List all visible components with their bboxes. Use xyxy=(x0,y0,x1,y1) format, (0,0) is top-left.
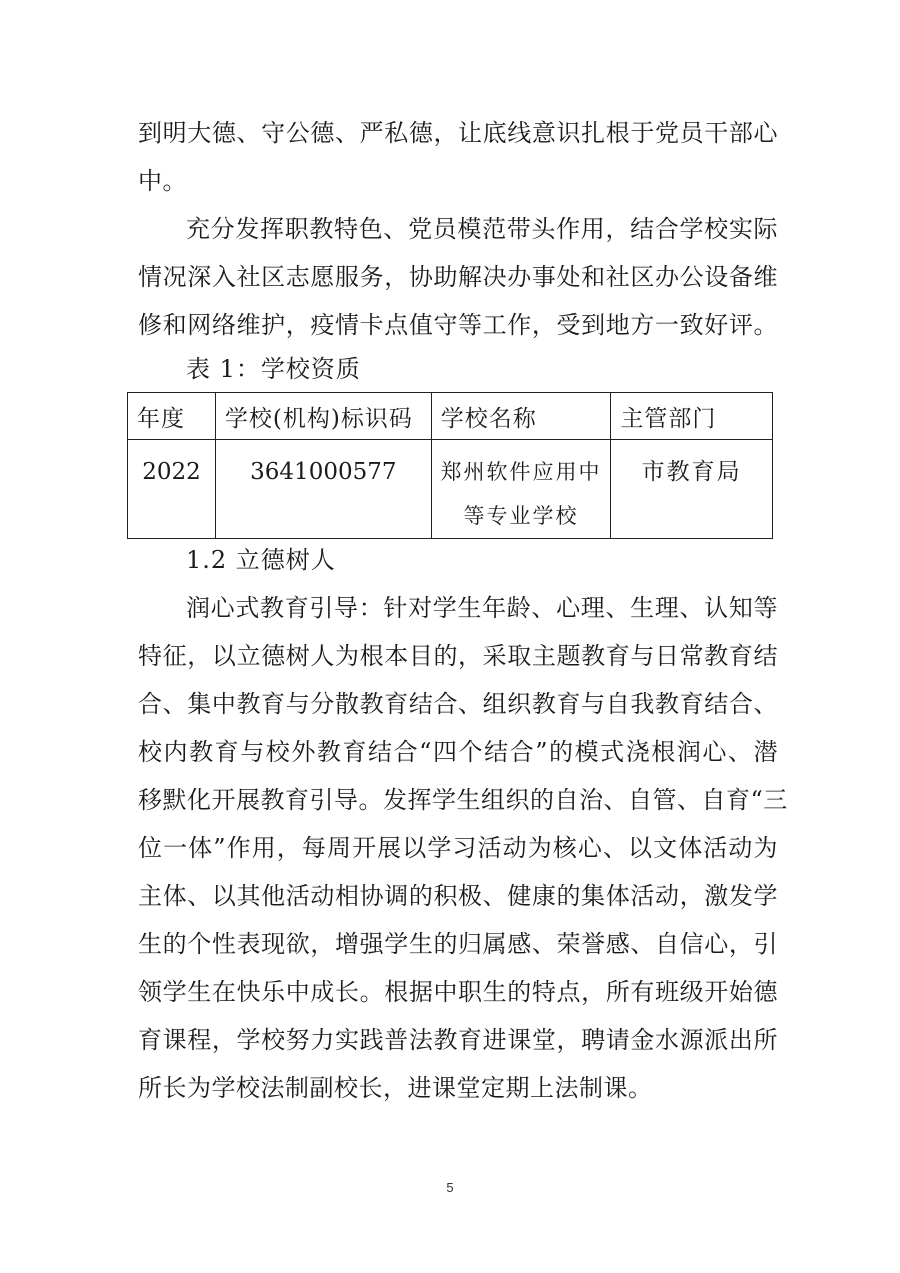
header-year: 年度 xyxy=(128,393,216,440)
school-qualification-table xyxy=(127,392,773,539)
paragraph-line: 所长为学校法制副校长，进课堂定期上法制课。 xyxy=(138,1074,653,1102)
page-number: 5 xyxy=(446,1180,454,1195)
school-code-value: 3641000577 xyxy=(250,459,397,485)
table-row xyxy=(128,440,773,539)
cell-school-name xyxy=(431,440,611,539)
cell-school-code xyxy=(215,440,431,539)
paragraph-line: 特征，以立德树人为根本目的，采取主题教育与日常教育结 xyxy=(138,642,778,670)
header-department: 主管部门 xyxy=(611,393,773,440)
cell-department xyxy=(611,440,773,539)
paragraph-line: 移默化开展教育引导。发挥学生组织的自治、自管、自育“三 xyxy=(138,786,788,814)
paragraph-line: 生的个性表现欲，增强学生的归属感、荣誉感、自信心，引 xyxy=(138,930,778,958)
paragraph-line: 情况深入社区志愿服务，协助解决办事处和社区办公设备维 xyxy=(138,263,778,291)
section-heading: 1.2 立德树人 xyxy=(186,546,336,574)
paragraph-line: 主体、以其他活动相协调的积极、健康的集体活动，激发学 xyxy=(138,882,778,910)
year-value: 2022 xyxy=(142,459,201,485)
table-caption: 表 1：学校资质 xyxy=(186,355,361,383)
school-name-line1: 郑州软件应用中 xyxy=(440,460,602,484)
school-name-value xyxy=(432,440,611,538)
paragraph-line: 到明大德、守公德、严私德，让底线意识扎根于党员干部心 xyxy=(138,119,778,147)
paragraph-line: 位一体”作用，每周开展以学习活动为核心、以文体活动为 xyxy=(138,834,778,862)
table-header-row xyxy=(128,393,773,440)
paragraph-line: 修和网络维护，疫情卡点值守等工作，受到地方一致好评。 xyxy=(138,311,778,339)
cell-year xyxy=(128,440,216,539)
paragraph-line: 领学生在快乐中成长。根据中职生的特点，所有班级开始德 xyxy=(138,978,778,1006)
paragraph-line: 中。 xyxy=(138,167,187,195)
paragraph-line: 校内教育与校外教育结合“四个结合”的模式浇根润心、潜 xyxy=(138,738,778,766)
paragraph-line: 润心式教育引导：针对学生年龄、心理、生理、认知等 xyxy=(186,594,778,622)
school-name-line2: 等专业学校 xyxy=(463,504,579,528)
department-value: 市教育局 xyxy=(641,459,742,485)
paragraph-line: 合、集中教育与分散教育结合、组织教育与自我教育结合、 xyxy=(138,690,778,718)
paragraph-line: 充分发挥职教特色、党员模范带头作用，结合学校实际 xyxy=(186,215,778,243)
header-school-name: 学校名称 xyxy=(431,393,611,440)
header-school-code: 学校(机构)标识码 xyxy=(215,393,431,440)
paragraph-line: 育课程，学校努力实践普法教育进课堂，聘请金水源派出所 xyxy=(138,1026,778,1054)
